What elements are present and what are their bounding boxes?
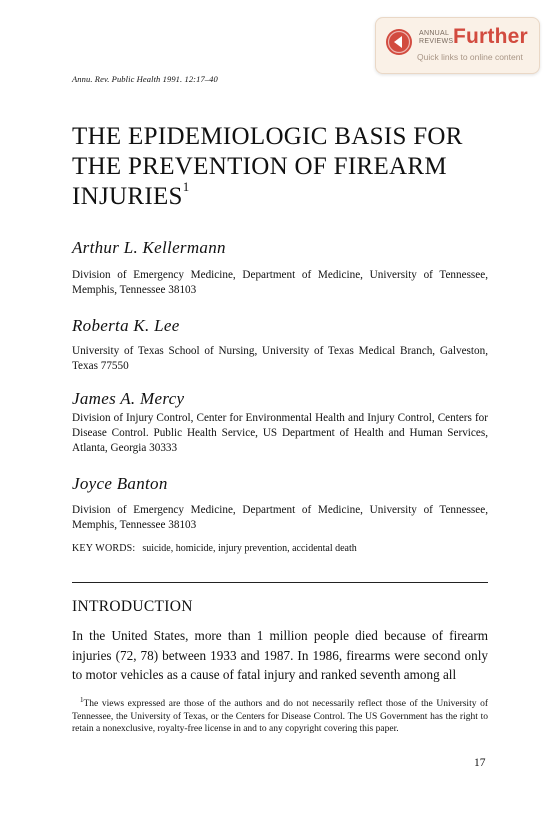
badge-annual-reviews-label — [419, 30, 453, 46]
annual-reviews-further-badge[interactable] — [375, 17, 540, 74]
title-footnote-mark: 1 — [182, 179, 190, 194]
page-number: 17 — [474, 757, 486, 769]
keywords-text: suicide, homicide, injury prevention, accidental death — [142, 543, 357, 554]
author-affiliation-4: Division of Emergency Medicine, Department of Medicine, University of Tennessee, Memphis, Tennessee 38103 — [72, 504, 488, 531]
footnote-text: The views expressed are those of the authors and do not necessarily reflect those of the University of Tennessee, the University of Texas, or the Centers for Disease Control. The US Government has the right to retain a nonexclusive, royalty-free license in and to any copyright covering this paper. — [72, 699, 488, 735]
author-name-3: James A. Mercy — [72, 389, 185, 408]
footnote-mark: 1 — [80, 696, 84, 704]
author-name-4: Joyce Banton — [72, 474, 168, 493]
author-name-1: Arthur L. Kellermann — [72, 238, 226, 257]
badge-tagline: Quick links to online content — [417, 52, 523, 62]
keywords — [72, 543, 357, 554]
badge-annual-text: ANNUAL — [419, 30, 450, 37]
author-affiliation-3: Division of Injury Control, Center for Environmental Health and Injury Control, Centers for Disease Control. Public Health Service, US Department of Health and Human Services, Atlanta, Georgia 30333 — [72, 412, 488, 454]
journal-reference: Annu. Rev. Public Health 1991. 12:17–40 — [72, 74, 218, 84]
badge-further-label: Further — [453, 25, 528, 48]
author-affiliation-1: Division of Emergency Medicine, Department of Medicine, University of Tennessee, Memphis, Tennessee 38103 — [72, 269, 488, 296]
paper-title — [72, 122, 492, 212]
author-name-2: Roberta K. Lee — [72, 316, 180, 335]
back-arrow-icon — [385, 28, 413, 56]
keywords-label: KEY WORDS: — [72, 543, 136, 554]
footnote — [72, 694, 488, 736]
section-heading: INTRODUCTION — [72, 598, 193, 615]
section-divider — [72, 582, 488, 583]
paper-title-text: THE EPIDEMIOLOGIC BASIS FOR THE PREVENTION OF FIREARM INJURIES — [72, 123, 463, 210]
author-affiliation-2: University of Texas School of Nursing, University of Texas Medical Branch, Galveston, Texas 77550 — [72, 345, 488, 372]
intro-paragraph: In the United States, more than 1 million people died because of firearm injuries (72, 78) between 1933 and 1987. In 1986, firearms were second only to motor vehicles as a cause of fatal injury and ranked seventh among all — [72, 628, 488, 682]
badge-reviews-text: REVIEWS — [419, 38, 454, 45]
